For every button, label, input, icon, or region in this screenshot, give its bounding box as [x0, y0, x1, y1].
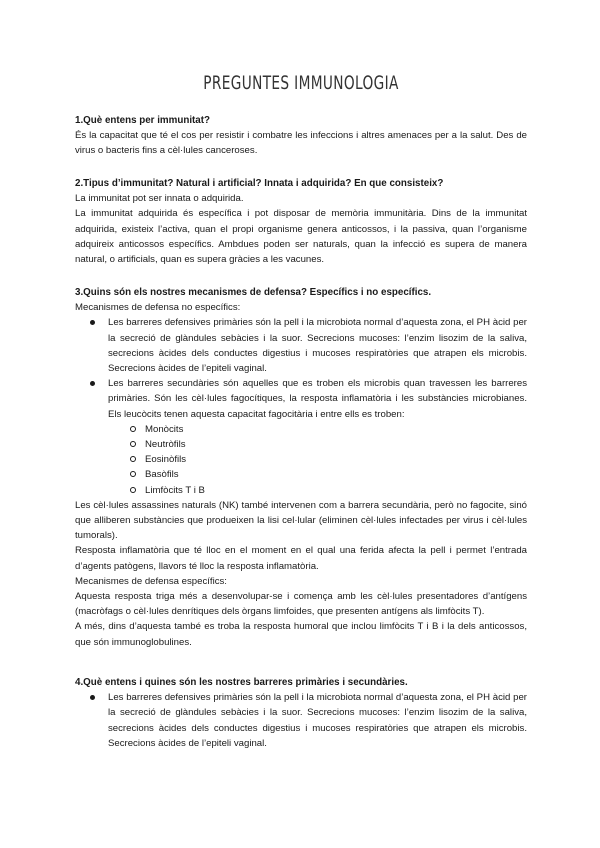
inflammatory-paragraph: Resposta inflamatòria que té lloc en el moment en el qual una ferida afecta la pell i permet l’entrada d’agents patògens, llavors té lloc la resposta inflamatòria.	[75, 545, 527, 572]
question-2-heading: 2.Tipus d’immunitat? Natural i artificial? Innata i adquirida? En que consisteix?	[75, 178, 444, 189]
circle-bullet-icon	[130, 456, 136, 462]
question-2	[75, 176, 527, 267]
question-1-heading: 1.Què entens per immunitat?	[75, 115, 211, 126]
circle-bullet-icon	[130, 471, 136, 477]
list-item	[75, 422, 527, 437]
circle-bullet-icon	[130, 441, 136, 447]
bullet-text: Les barreres defensives primàries són la pell i la microbiota normal d’aquesta zona, el PH àcid per la secreció de glàndules sebàcies i la suor. Secrecions mucoses: l’enzim lisozim de la saliva, secrecions àcides dels conductes digestius i mucoses respiratòries que atrapen els microbis. Secrecions àcides de l’epiteli vaginal.	[108, 692, 527, 749]
list-item	[75, 452, 527, 467]
bullet-icon	[90, 381, 95, 386]
list-item	[75, 483, 527, 498]
bullet-icon	[90, 320, 95, 325]
specific-paragraph: Aquesta resposta triga més a desenvolupar-se i comença amb les cèl·lules presentadores d’antígens (macròfags o cèl·lules denrítiques dels òrgans limfoides, que presenten antígens als limfòcits T).	[75, 591, 527, 618]
bullet-text: Les barreres secundàries són aquelles que es troben els microbis quan travessen les barreres primàries. Són les cèl·lules fagocítiques, la resposta inflamatòria i les substàncies microbianes. Els leucòcits tenen aquesta capacitat fagocitària i entre ells es troben:	[108, 378, 527, 420]
barriers-bullet-list	[75, 690, 527, 751]
bullet-text: Les barreres defensives primàries són la pell i la microbiota normal d’aquesta zona, el PH àcid per la secreció de glàndules sebàcies i la suor. Secrecions mucoses: l’enzim lisozim de la saliva, secrecions àcides dels conductes digestius i mucoses respiratòries que atrapen els microbis. Secrecions àcides de l’epiteli vaginal.	[108, 317, 527, 375]
question-3	[75, 285, 527, 650]
question-1	[75, 113, 527, 159]
humoral-paragraph: A més, dins d’aquesta també es troba la resposta humoral que inclou limfòcits T i B i la dels anticossos, que són immunoglobulines.	[75, 621, 527, 648]
nonspecific-label: Mecanismes de defensa no específics:	[75, 302, 241, 314]
nk-cells-paragraph: Les cèl·lules assassines naturals (NK) també intervenen com a barrera secundària, però no fagocite, sinó que alliberen substàncies que produeixen la lisi cel·lular (eliminen cèl·lules infectades per virus i cèl·lules tumorals).	[75, 499, 527, 542]
list-item	[75, 315, 527, 376]
list-item	[75, 690, 527, 751]
cell-type: Basòfils	[145, 469, 179, 481]
leukocyte-list	[75, 422, 527, 498]
circle-bullet-icon	[130, 426, 136, 432]
cell-type: Limfòcits T i B	[145, 484, 205, 496]
question-4-heading: 4.Què entens i quines són les nostres barreres primàries i secundàries.	[75, 677, 408, 688]
specific-label: Mecanismes de defensa específics:	[75, 575, 227, 587]
cell-type: Monòcits	[145, 423, 184, 435]
cell-type: Eosinòfils	[145, 454, 187, 466]
bullet-icon	[90, 695, 95, 700]
list-item	[75, 376, 527, 422]
list-item	[75, 467, 527, 482]
list-item	[75, 437, 527, 452]
circle-bullet-icon	[130, 487, 136, 493]
question-1-answer: És la capacitat que té el cos per resistir i combatre les infeccions i altres amenaces per a la salut. Des de virus o bacteris fins a cèl·lules canceroses.	[75, 130, 527, 157]
question-3-heading: 3.Quins són els nostres mecanismes de defensa? Específics i no específics.	[75, 287, 432, 298]
question-2-paragraph-2: La immunitat adquirida és específica i pot disposar de memòria immunitària. Dins de la immunitat adquirida, existeix l’activa, quan el propi organisme genera anticossos, i la passiva, quan l’organisme adquireix anticossos específics. Ambdues poden ser naturals, quan la infecció es supera de manera natural, o artificials, quan es supera gràcies a les vacunes.	[75, 208, 527, 266]
document-title: PREGUNTES IMMUNOLOGIA	[203, 72, 399, 94]
question-4	[75, 675, 527, 751]
question-2-paragraph-1: La immunitat pot ser innata o adquirida.	[75, 193, 244, 205]
nonspecific-bullet-list	[75, 315, 527, 421]
cell-type: Neutròfils	[145, 439, 186, 451]
